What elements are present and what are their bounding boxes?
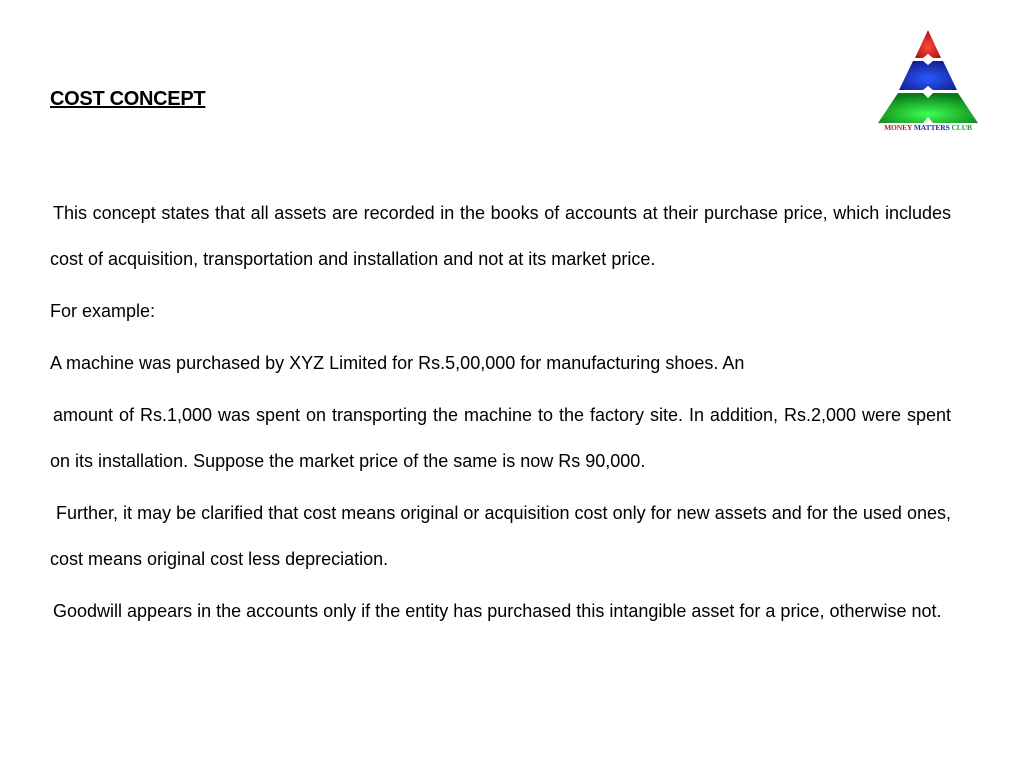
logo-word-club: CLUB [951,123,972,132]
paragraph-clarification: Further, it may be clarified that cost means original or acquisition cost only for new assets and for the used ones, cost means original cost less depreciation. [50,503,951,569]
paragraph-example-details: amount of Rs.1,000 was spent on transporting the machine to the factory site. In addition, Rs.2,000 were spent on its installation. Suppose the market price of the same is now Rs 90,000. [50,405,951,471]
logo-word-money: MONEY [884,123,913,132]
logo-word-matters: MATTERS [913,123,950,132]
paragraph-example-label: For example: [50,301,156,321]
logo-top-segment [915,30,941,58]
logo-middle-segment [899,61,957,90]
pyramid-logo-icon [873,28,983,138]
logo-bottom-segment [878,93,978,123]
paragraph-definition: This concept states that all assets are recorded in the books of accounts at their purchase price, which includes cost of acquisition, transportation and installation and not at its market price. [50,203,951,269]
logo-caption [874,123,982,132]
paragraph-goodwill: Goodwill appears in the accounts only if the entity has purchased this intangible asset for a price, otherwise not. [53,601,942,621]
paragraph-example-line-1: A machine was purchased by XYZ Limited for Rs.5,00,000 for manufacturing shoes. An [50,353,745,373]
slide-title: COST CONCEPT [50,88,206,110]
